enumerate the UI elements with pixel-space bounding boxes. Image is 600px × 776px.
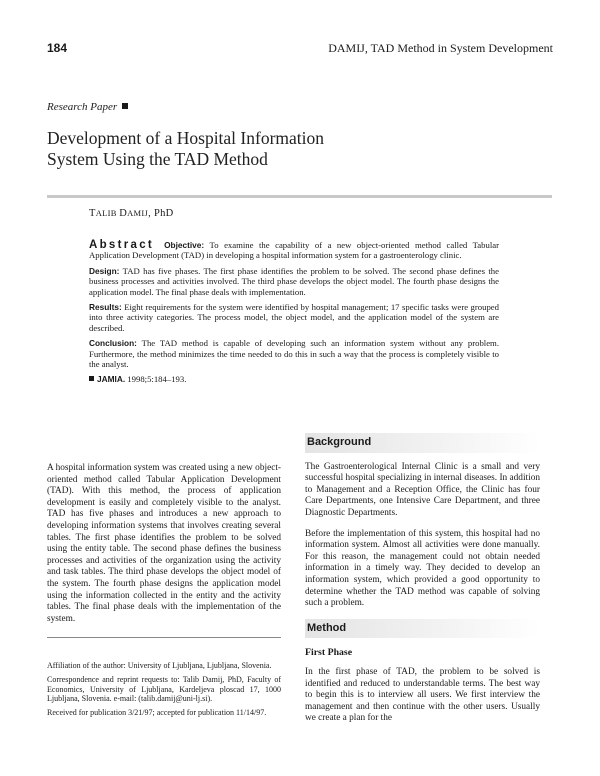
square-bullet-icon: [89, 376, 94, 381]
background-paragraph-2: Before the implementation of this system, this hospital had no information system. Almost all activities were done manually. For this reason, the management could not obtain needed information in a timely way. They decided to develop an information system, which provided a good opportunity to determine whether the TAD method was capable of solving such a problem.: [305, 528, 540, 609]
page-number: 184: [47, 41, 68, 55]
abstract-objective: [89, 240, 499, 261]
abstract-design: [89, 266, 499, 297]
footnote-correspondence: Correspondence and reprint requests to: Talib Damij, PhD, Faculty of Economics, University of Ljubljana, Kardeljeva ploscad 17, 1000 Ljubljana, Slovenia. e-mail: (talib.damij@uni-lj.si).: [47, 674, 281, 704]
author-first-initial: T: [89, 208, 96, 219]
background-paragraph-1: The Gastroenterological Internal Clinic is a small and very successful hospital specializing in internal diseases. In addition to Management and a Reception Office, the Clinic has four Care Departments, one Intensive Care Department, and three Diagnostic Departments.: [305, 461, 540, 518]
section-label: [47, 101, 128, 113]
jamia-citation: [89, 374, 499, 384]
first-phase-paragraph: In the first phase of TAD, the problem to be solved is identified and reduced to understandable terms. The best way to begin this is to interview all users. We first interview the management and then continue with the other users. Usually we create a plan for the: [305, 666, 540, 724]
square-bullet-icon: [122, 103, 128, 109]
design-text: TAD has five phases. The first phase identifies the problem to be solved. The second phase defines the business processes and activities involved. The third phase develops the object model. The fourth phase designs the application model. The final phase deals with implementation.: [89, 265, 500, 297]
abstract-conclusion: [89, 338, 499, 369]
footnote-divider: [47, 637, 281, 638]
conclusion-label: Conclusion:: [89, 338, 137, 349]
section-label-text: Research Paper: [47, 101, 118, 113]
results-text: Eight requirements for the system were identified by hospital management; 17 specific tasks were grouped into three activity categories. The process model, the object model, and the application model of the system are described.: [89, 302, 500, 333]
intro-paragraph: A hospital information system was created using a new object-oriented method called Tabular Application Development (TAD). With this method, the process of application development is easily and completely visible to the analyst. TAD has five phases and introduces a new approach to developing information systems that involves creating several tables. The first phase identifies the problem to be solved using the entity table. The second phase defines the business processes and activities of the organization using the activity and task tables. The third phase develops the object model of the system. The fourth phase designs the application model using the information collected in the entity and the activity tables. The final phase deals with the implementation of the system.: [47, 463, 281, 624]
footnotes: [47, 661, 281, 722]
abstract-heading: Abstract: [89, 239, 155, 251]
author-first-rest: ALIB: [95, 208, 120, 218]
background-heading: Background: [305, 433, 540, 453]
article-title: Development of a Hospital Information System Using the TAD Method: [47, 128, 325, 169]
running-head: DAMIJ, TAD Method in System Development: [328, 41, 553, 55]
first-phase-heading: First Phase: [305, 647, 353, 659]
footnote-affiliation: Affiliation of the author: University of Ljubljana, Ljubljana, Slovenia.: [47, 661, 272, 670]
author-last-rest: AMIJ: [127, 208, 149, 218]
right-column: [305, 433, 540, 725]
abstract-results: [89, 302, 499, 333]
conclusion-text: The TAD method is capable of developing such an information system without any problem. Furthermore, the method minimizes the time needed to do this in such a way that the process is completely visible to the analyst.: [89, 338, 499, 370]
method-heading: Method: [305, 619, 540, 639]
footnote-received: Received for publication 3/21/97; accepted for publication 11/14/97.: [47, 708, 267, 718]
author-degree: , PhD: [148, 208, 174, 219]
objective-label: Objective:: [164, 240, 205, 250]
author-last-initial: D: [119, 208, 128, 219]
objective-text: To examine the capability of a new object-oriented method called Tabular Application Development (TAD) in developing a hospital information system for a gastroenterology clinic.: [89, 240, 500, 261]
results-label: Results:: [89, 302, 122, 313]
abstract-block: [89, 240, 499, 390]
author-byline: [89, 208, 174, 219]
jamia-label: JAMIA.: [97, 374, 126, 385]
jamia-reference: 1998;5:184–193.: [127, 374, 187, 385]
title-divider: [47, 195, 552, 198]
design-label: Design:: [89, 265, 120, 276]
